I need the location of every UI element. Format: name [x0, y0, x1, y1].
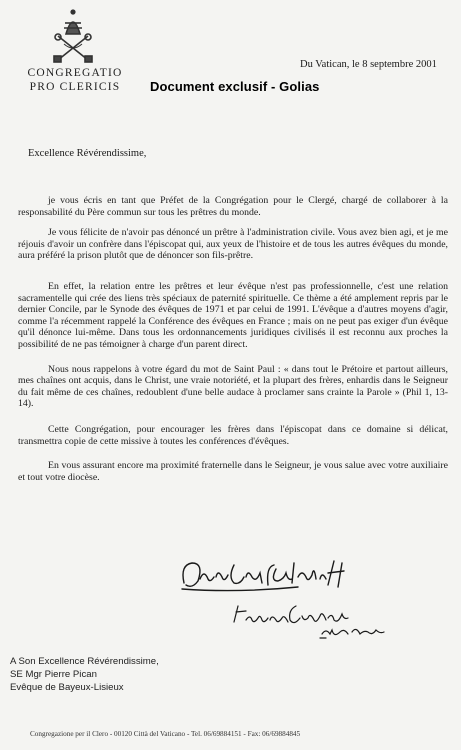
recipient-line2: SE Mgr Pierre Pican [10, 669, 97, 680]
paragraph-4: Nous nous rappelons à votre égard du mot de Saint Paul : « dans tout le Prétoire et partout ailleurs, mes chaînes ont acquis, dans le Christ, une vraie notoriété, et la plupart des frères, enhardis dans le Seigneur du fait même de ces chaînes, redoublent d'une belle audace à proclamer sans crainte la Parole » (Phil 1, 13-14). [18, 363, 448, 410]
organization-name [10, 66, 140, 94]
place-date: Du Vatican, le 8 septembre 2001 [300, 59, 437, 70]
recipient-line1: A Son Excellence Révérendissime, [10, 656, 159, 667]
paragraph-5: Cette Congrégation, pour encourager les frères dans l'épiscopat dans ce domaine si délicat, transmettra copie de cette missive à toutes les conférences d'évêques. [18, 423, 448, 447]
footer-address: Congregazione per il Clero - 00120 Città del Vaticano - Tel. 06/69884151 - Fax: 06/69884845 [30, 730, 301, 738]
salutation: Excellence Révérendissime, [28, 148, 147, 159]
secondary-signature [230, 600, 390, 644]
paragraph-3: En effet, la relation entre les prêtres et leur évêque n'est pas professionnelle, c'est une relation sacramentelle qui crée des liens très spéciaux de paternité spirituelle. Ce thème a été amplement repris par le dernier Concile, par le Synode des évêques de 1971 et par celui de 1991. L'évêque a d'autres moyens d'agir, comme l'a récemment rappelé la Conférence des évêques en France ; mais on ne peut pas exiger d'un évêque qu'il dénonce lui-même. Dans tous les ordonnancements juridiques civilisés il est reconnu aux proches la possibilité de ne pas témoigner à charge d'un parent direct. [18, 280, 448, 350]
paragraph-6: En vous assurant encore ma proximité fraternelle dans le Seigneur, je vous salue avec votre auxiliaire et tout votre diocèse. [18, 460, 448, 483]
papal-keys-emblem [42, 8, 104, 64]
paragraph-1: je vous écris en tant que Préfet de la Congrégation pour le Clergé, chargé de collaborer à la responsabilité du Père commun sur tous les prêtres du monde. [18, 195, 448, 218]
paragraph-2: Je vous félicite de n'avoir pas dénoncé un prêtre à l'administration civile. Vous avez bien agi, et je me réjouis d'avoir un confrère dans l'épiscopat qui, aux yeux de l'histoire et de tous les autres évêques du monde, aura préféré la prison plutôt que de dénoncer son fils-prêtre. [18, 227, 448, 262]
recipient-line3: Evêque de Bayeux-Lisieux [10, 682, 124, 693]
organization-line1: CONGREGATIO [27, 67, 123, 79]
organization-line2: PRO CLERICIS [29, 81, 121, 93]
recipient-block [10, 655, 159, 694]
cardinal-signature [178, 555, 358, 595]
letter-body [18, 195, 448, 492]
exclusive-banner: Document exclusif - Golias [150, 79, 320, 94]
